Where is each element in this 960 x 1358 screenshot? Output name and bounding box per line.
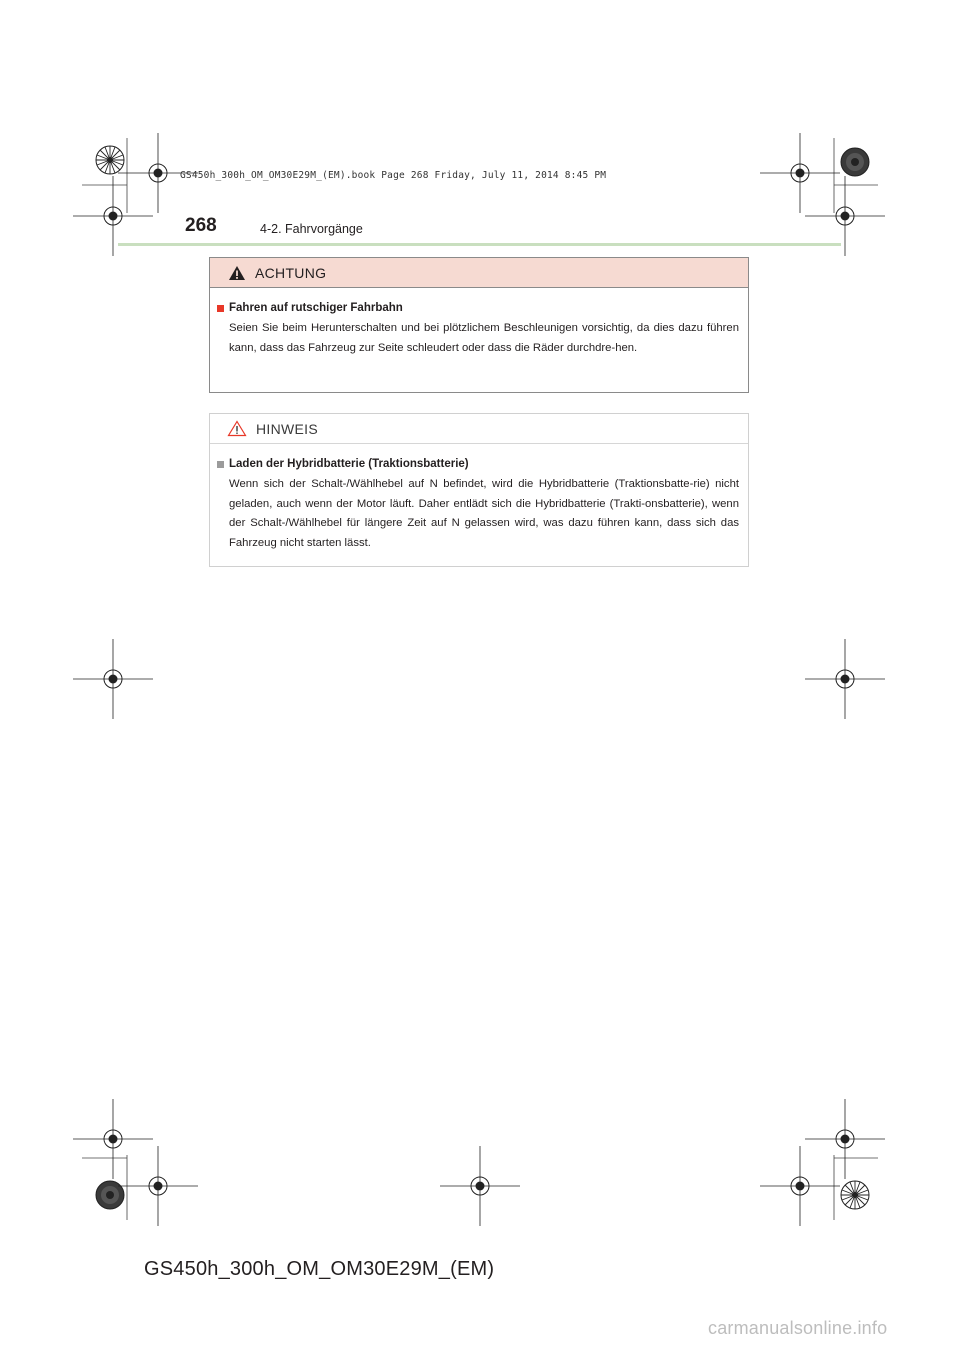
registration-mark-icon-6 bbox=[805, 639, 885, 719]
registration-mark-icon-8 bbox=[805, 1099, 885, 1179]
crop-wheel-icon-bottom-left bbox=[96, 1181, 124, 1209]
hinweis-item-body: Wenn sich der Schalt-/Wählhebel auf N befindet, wird die Hybridbatterie (Traktionsbatte-rie) nicht geladen, auch wenn der Motor läuft. Daher entlädt sich die Hybridbatterie (Trakti-onsbatterie), wenn der Schalt-/Wählhebel für längere Zeit auf N gelassen wird, was dazu führen kann, dass sich das Fahrzeug nicht starten lässt. bbox=[229, 478, 739, 549]
crop-wheel-icon-top-right bbox=[841, 148, 869, 176]
achtung-item bbox=[210, 302, 748, 358]
achtung-header bbox=[210, 258, 748, 288]
registration-mark-icon-9 bbox=[118, 1146, 198, 1226]
watermark[interactable]: carmanualsonline.info bbox=[708, 1318, 888, 1338]
hinweis-box bbox=[209, 413, 749, 567]
achtung-item-body: Seien Sie beim Herunterschalten und bei plötzlichem Beschleunigen vorsichtig, da dies dazu führen kann, dass das Fahrzeug zur Seite schleudert oder dass die Räder durchdre-hen. bbox=[229, 322, 739, 354]
page-number: 268 bbox=[185, 215, 217, 236]
footer-doc-code: GS450h_300h_OM_OM30E29M_(EM) bbox=[144, 1258, 495, 1280]
notice-triangle-icon bbox=[227, 420, 247, 437]
warning-triangle-icon bbox=[228, 265, 246, 281]
registration-mark-icon-5 bbox=[73, 639, 153, 719]
achtung-label: ACHTUNG bbox=[255, 264, 327, 281]
hinweis-item-title: Laden der Hybridbatterie (Traktionsbatterie) bbox=[229, 458, 469, 470]
header-rule bbox=[118, 243, 841, 246]
square-bullet-icon bbox=[217, 305, 224, 312]
registration-mark-icon-11 bbox=[760, 1146, 840, 1226]
hinweis-label: HINWEIS bbox=[256, 420, 318, 437]
hinweis-item bbox=[210, 458, 748, 553]
print-header: GS450h_300h_OM_OM30E29M_(EM).book Page 268 Friday, July 11, 2014 8:45 PM bbox=[180, 170, 607, 181]
crop-wheel-icon-top-left bbox=[96, 146, 124, 174]
square-bullet-icon bbox=[217, 461, 224, 468]
registration-mark-icon-2 bbox=[760, 133, 840, 213]
section-title: 4-2. Fahrvorgänge bbox=[260, 222, 363, 236]
achtung-box bbox=[209, 257, 749, 393]
registration-mark-icon-7 bbox=[73, 1099, 153, 1179]
achtung-item-title: Fahren auf rutschiger Fahrbahn bbox=[229, 302, 403, 314]
crop-wheel-icon-bottom-right bbox=[841, 1181, 869, 1209]
hinweis-header bbox=[210, 414, 748, 444]
registration-mark-icon-10 bbox=[440, 1146, 520, 1226]
